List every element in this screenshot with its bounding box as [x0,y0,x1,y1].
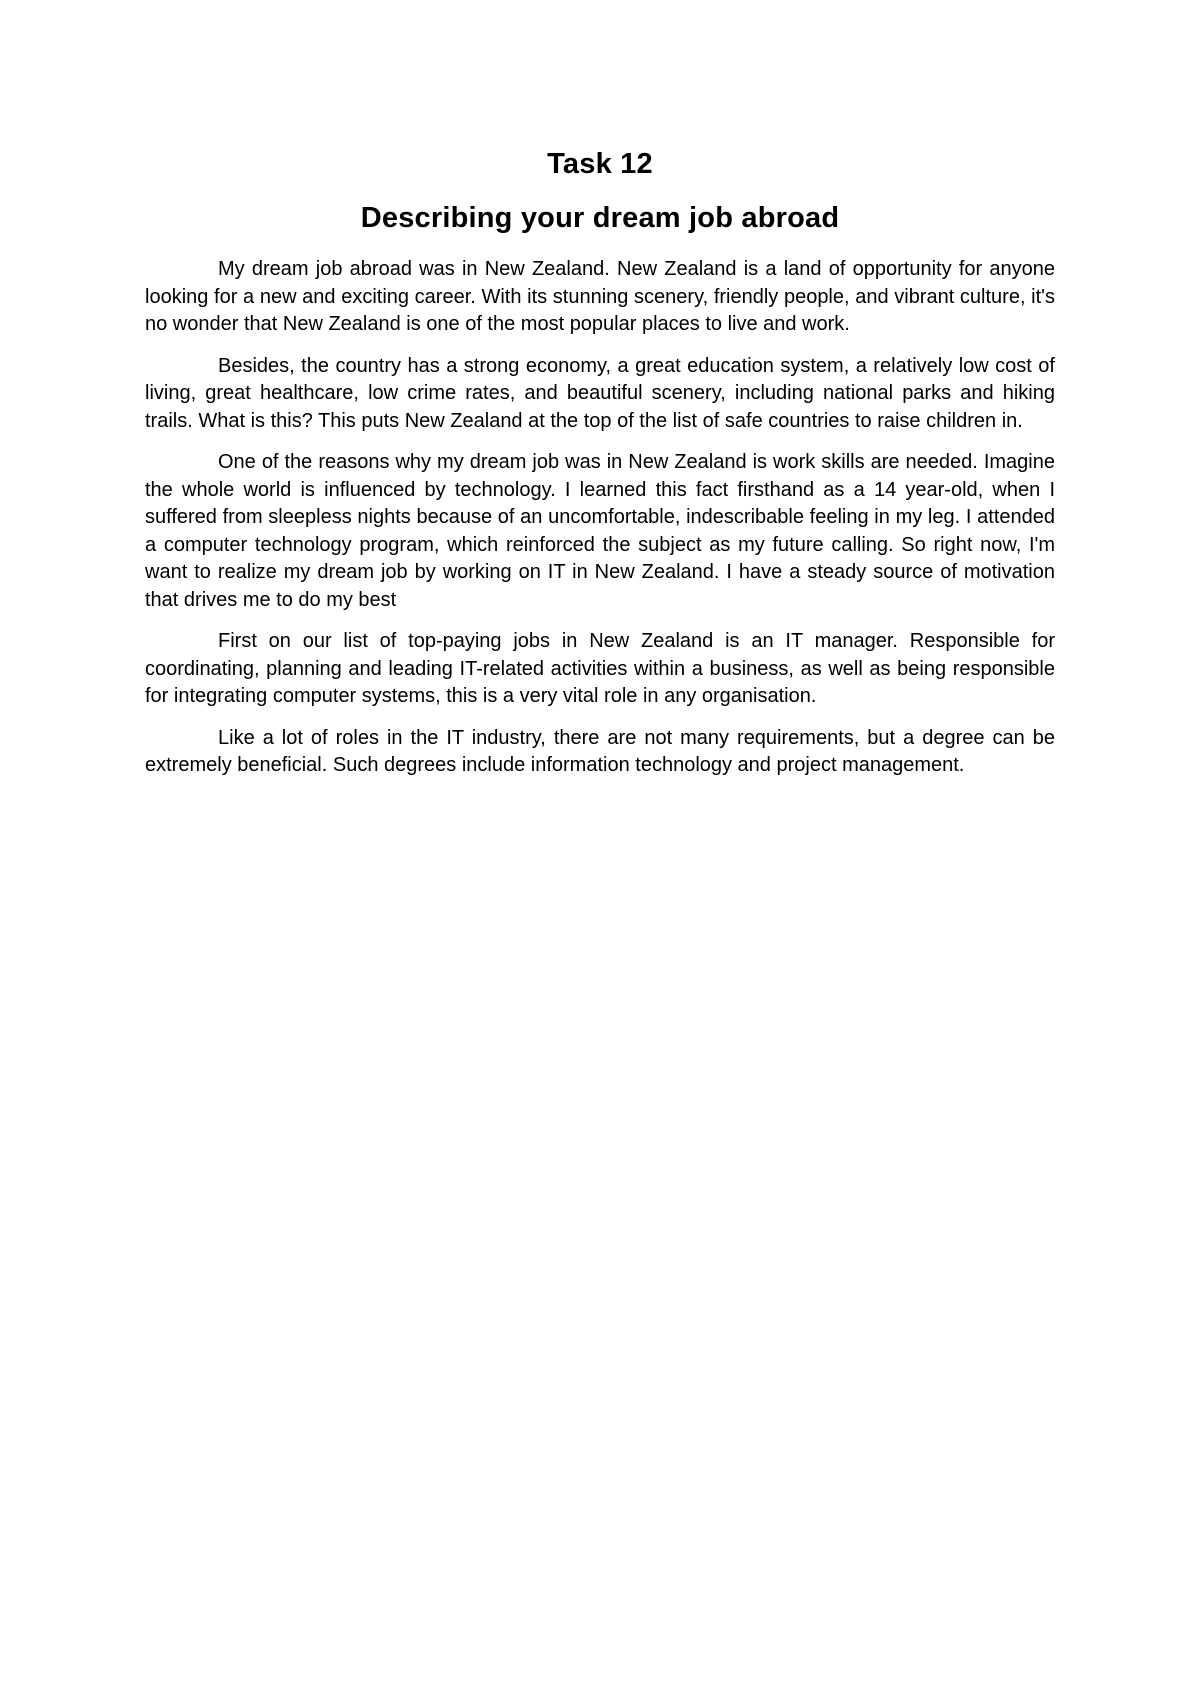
paragraph-requirements: Like a lot of roles in the IT industry, there are not many requirements, but a degree can be extremely beneficial. Such degrees include information technology and project management. [145,726,1055,776]
paragraph-reasons: One of the reasons why my dream job was in New Zealand is work skills are needed. Imagine the whole world is influenced by technology. I learned this fact firsthand as a 14 year-old, when I suffered from sleepless nights because of an uncomfortable, indescribable feeling in my leg. I attended a computer technology program, which reinforced the subject as my future calling. So right now, I'm want to realize my dream job by working on IT in New Zealand. I have a steady source of motivation that drives me to do my best [145,451,1055,611]
paragraph-it-manager: First on our list of top-paying jobs in New Zealand is an IT manager. Responsible for coordinating, planning and leading IT-related activities within a business, as well as being responsible for integrating computer systems, this is a very vital role in any organisation. [145,630,1055,707]
paragraph-country-benefits: Besides, the country has a strong economy, a great education system, a relatively low cost of living, great healthcare, low crime rates, and beautiful scenery, including national parks and hiking trails. What is this? This puts New Zealand at the top of the list of safe countries to raise children in. [145,354,1055,432]
document-title: Describing your dream job abroad [360,202,840,234]
task-label: Task 12 [547,148,653,180]
document-content [145,146,1055,780]
paragraph-intro: My dream job abroad was in New Zealand. New Zealand is a land of opportunity for anyone looking for a new and exciting career. With its stunning scenery, friendly people, and vibrant culture, it's no wonder that New Zealand is one of the most popular places to live and work. [145,258,1055,335]
